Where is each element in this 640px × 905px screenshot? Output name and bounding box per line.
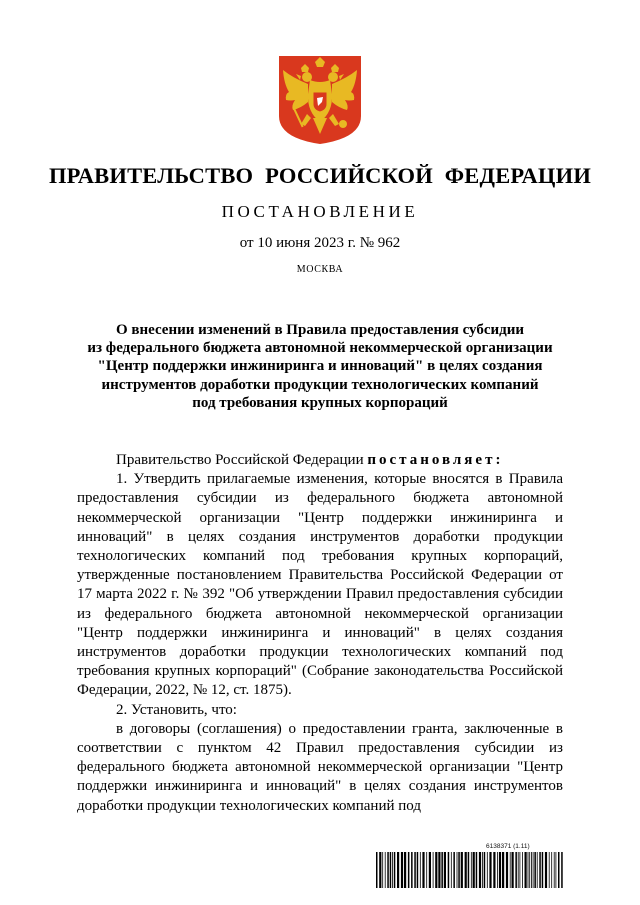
subject-line: инструментов доработки продукции технологических компаний (101, 376, 539, 393)
barcode-bar (453, 852, 455, 888)
document-city: МОСКВА (296, 264, 344, 275)
preamble-text: Правительство Российской Федерации (116, 452, 368, 468)
barcode-bar (502, 852, 504, 888)
document-type: ПОСТАНОВЛЕНИЕ (221, 202, 419, 221)
government-title: ПРАВИТЕЛЬСТВО РОССИЙСКОЙ ФЕДЕРАЦИИ (48, 163, 592, 188)
preamble-decree-word: постановляет: (367, 452, 504, 468)
barcode-bar (390, 852, 392, 888)
document-body (77, 451, 563, 816)
barcode-bar (533, 852, 534, 888)
document-subject (70, 321, 570, 412)
barcode-bar (561, 852, 563, 888)
barcode-bar (510, 852, 511, 888)
barcode-bar (458, 852, 460, 888)
barcode-bar (556, 852, 557, 888)
barcode-bar (457, 852, 458, 888)
barcode-bar (499, 852, 501, 888)
barcode-bar (376, 852, 378, 888)
barcode-bar (529, 852, 530, 888)
barcode-bar (385, 852, 386, 888)
barcode-bar (528, 852, 529, 888)
barcode-bar (408, 852, 410, 888)
barcode-bar (397, 852, 399, 888)
barcode-bar (433, 852, 434, 888)
paragraph-1: 1. Утвердить прилагаемые изменения, которые вносятся в Правила предоставления субсидии из федерального бюджета автономной некоммерческой организации "Центр поддержки инжиниринга и инноваций" в целях создания инструментов доработки продукции технологических компаний под требования крупных корпораций, утвержденные постановлением Правительства Российской Федерации от 17 марта 2022 г. № 392 "Об утверждении Правил предоставления субсидии из федерального бюджета автономной некоммерческой организации "Центр поддержки инжиниринга и инноваций" в целях создания инструментов доработки продукции технологических компаний под требования крупных корпораций" (Собрание законодательства Российской Федерации, 2022, № 12, ст. 1875). (77, 471, 563, 699)
barcode-bar (387, 852, 389, 888)
barcode-bar (515, 852, 517, 888)
barcode-bar (520, 852, 521, 888)
barcode-bar (420, 852, 421, 888)
barcode-bar (484, 852, 486, 888)
barcode-bar (545, 852, 547, 888)
barcode-bar (476, 852, 478, 888)
barcode-bar (379, 852, 381, 888)
barcode-bar (537, 852, 538, 888)
barcode-bar (534, 852, 536, 888)
barcode-image (376, 852, 564, 888)
barcode-bar (539, 852, 541, 888)
barcode-bar (448, 852, 450, 888)
barcode-bar (479, 852, 481, 888)
preamble-paragraph (77, 451, 563, 470)
barcode-bar (465, 852, 467, 888)
barcode-bar (404, 852, 406, 888)
barcode-bar (401, 852, 403, 888)
barcode-bar (473, 852, 475, 888)
barcode-bar (426, 852, 427, 888)
rider-shield (313, 92, 327, 112)
barcode-bar (482, 852, 483, 888)
barcode-bar (471, 852, 472, 888)
barcode-bar (506, 852, 508, 888)
barcode-bar (493, 852, 495, 888)
barcode-bar (382, 852, 383, 888)
barcode-bar (394, 852, 396, 888)
barcode-bar (438, 852, 440, 888)
barcode-bar (429, 852, 431, 888)
barcode-bar (392, 852, 393, 888)
barcode-bar (512, 852, 514, 888)
barcode-bar (417, 852, 419, 888)
paragraph-3: в договоры (соглашения) о предоставлении гранта, заключенные в соответствии с пунктом 42 Правил предоставления субсидии из федерального бюджета автономной некоммерческой организации "Центр поддержки инжиниринга и инноваций" в целях создания инструментов доработки продукции технологических компаний под (77, 720, 563, 814)
document-date-number: от 10 июня 2023 г. № 962 (239, 235, 401, 251)
subject-line: О внесении изменений в Правила предоставления субсидии (115, 322, 525, 338)
barcode-bar (549, 852, 550, 888)
barcode-bar (468, 852, 470, 888)
barcode-bar (518, 852, 519, 888)
subject-line: из федерального бюджета автономной некоммерческой организации (87, 340, 553, 357)
barcode-bar (414, 852, 416, 888)
subject-line: "Центр поддержки инжиниринга и инноваций" в целях создания (97, 358, 543, 375)
subject-line: под требования крупных корпораций (192, 394, 448, 411)
barcode-bar (444, 852, 446, 888)
barcode-bar (435, 852, 437, 888)
barcode-bar (554, 852, 555, 888)
barcode-bar (489, 852, 491, 888)
barcode-bar (558, 852, 560, 888)
barcode-bar (531, 852, 532, 888)
paragraph-2: 2. Установить, что: (116, 701, 237, 718)
barcode-bar (551, 852, 552, 888)
barcode-bar (441, 852, 443, 888)
state-emblem-image (277, 54, 363, 146)
barcode-bar (461, 852, 463, 888)
barcode-bar (487, 852, 488, 888)
barcode-bar (497, 852, 498, 888)
barcode-bar (522, 852, 523, 888)
barcode-bar (451, 852, 452, 888)
barcode-bar (422, 852, 424, 888)
barcode-bar (525, 852, 527, 888)
barcode-bar (411, 852, 413, 888)
barcode-bar (542, 852, 544, 888)
document-code: 6138371 (1.11) (486, 843, 530, 850)
